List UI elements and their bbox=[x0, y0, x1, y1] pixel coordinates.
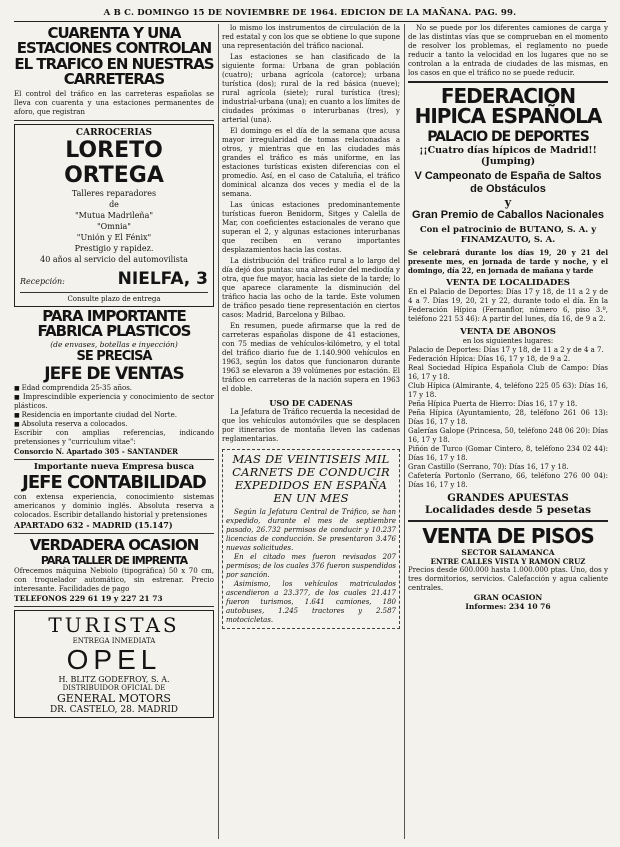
hipica-patrocinio: Con el patrocinio de BUTANO, S. A. y FINAMZAUTO, S. A. bbox=[419, 224, 597, 245]
ad-pisos bbox=[408, 520, 608, 611]
contabilidad-body: con extensa experiencia, conocimiento sistemas americanos y dominio inglés. Absoluta reserva a colocados. Escribir detallando historial y pretensiones bbox=[14, 492, 214, 519]
hipica-celebra: Se celebrará durante los días 19, 20 y 21 del presente mes, en jornada de tarde y noche, y el domingo, día 22, en jornada de mañana y tarde bbox=[408, 247, 608, 275]
column-rule-left bbox=[218, 24, 219, 839]
hipica-gran-premio: Gran Premio de Caballos Nacionales bbox=[412, 208, 604, 221]
article-p1: lo mismo los instrumentos de circulación de la red estatal y con los que se obtiene lo que supone una representación del tráfico nacional. bbox=[222, 24, 400, 50]
article-p6: En resumen, puede afirmarse que la red de carreteras españolas dispone de 41 estaciones, con 75 medias de vehículos-kilómetro, y el total del tráfico diario fue de 1.140.900 vehículos en 1963, según los datos que funcionaron durante 1963 se elevaron a 39 volúmenes por estación. El tráfico en carreteras de la nación supera en 1963 el doble. bbox=[222, 322, 400, 393]
ad-plasticos bbox=[14, 307, 214, 460]
carrocerias-line6: Prestigio y rapidez. bbox=[74, 244, 154, 254]
opel-dist: DISTRIBUIDOR OFICIAL DE bbox=[62, 683, 166, 692]
hipica-loc-text: En el Palacio de Deportes: Días 17 y 18, de 11 a 2 y de 4 a 7. Días 19, 20, 21 y 22, durante todo el día. En la Federación Hípica (Fernanflor, número 6, piso 3.º, teléfono 221 53 46): A partir del lunes, día 16, de 9 a 2. bbox=[408, 287, 608, 323]
article-title: CUARENTA Y UNA ESTACIONES CONTROLAN EL TRAFICO EN NUESTRAS CARRETERAS bbox=[14, 24, 214, 88]
hipica-title: FEDERACION HIPICA ESPAÑOLA bbox=[414, 84, 602, 129]
hipica-cuatro: ¡¡Cuatro días hípicos de Madrid!! (Jumping) bbox=[419, 144, 597, 167]
contabilidad-address: APARTADO 632 - MADRID (15.147) bbox=[14, 519, 173, 530]
carrocerias-footer: Consulte plazo de entrega bbox=[20, 292, 208, 303]
opel-title: TURISTAS bbox=[48, 612, 180, 637]
box-carnets bbox=[222, 449, 400, 629]
contabilidad-intro: Importante nueva Empresa busca bbox=[33, 461, 195, 472]
ad-hipica bbox=[408, 81, 608, 516]
carrocerias-line4: "Omnia" bbox=[97, 222, 131, 232]
carrocerias-line7: 40 años al servicio del automovilista bbox=[40, 255, 188, 265]
abono-2: Federación Hípica: Días 16, 17 y 18, de 9 a 2. bbox=[408, 354, 571, 363]
pisos-informes: Informes: 234 10 76 bbox=[465, 601, 551, 611]
pisos-entre: ENTRE CALLES VISTA Y RAMON CRUZ bbox=[430, 556, 586, 566]
article-p5: La distribución del tráfico rural a lo largo del día dejó dos puntas: una alrededor del mediodía y otra, que fue mayor, hacia las siete de la tarde; lo que aparece claramente la disminución del tráfico hacia las ocho de la tarde. Este volumen de tráfico pesado tiene representación en ciertos casos: Madrid, Barcelona y Bilbao. bbox=[222, 257, 400, 319]
article-p4: Las únicas estaciones predominantemente turísticas fueron Benidorm, Sitges y Calella de Mar, con coeficientes estacionales de verano que superan el 2, y algunas estaciones interurbanas que reciben en verano importantes desplazamientos hacia las costas. bbox=[222, 201, 400, 254]
abono-7: Galerías Galope (Princesa, 50, teléfono 248 06 20): Días 16, 17 y 18. bbox=[408, 426, 608, 444]
hipica-apuestas: GRANDES APUESTAS bbox=[447, 492, 569, 504]
carrocerias-line2: de bbox=[109, 200, 119, 210]
opel-address: DR. CASTELO, 28. MADRID bbox=[49, 704, 179, 715]
opel-sub: ENTREGA INMEDIATA bbox=[72, 636, 156, 645]
carrocerias-name: LORETO ORTEGA bbox=[64, 138, 164, 189]
carrocerias-line5: "Unión y El Fénix" bbox=[76, 233, 152, 243]
plasticos-title2: FABRICA PLASTICOS bbox=[37, 322, 191, 341]
carrocerias-heading: CARROCERIAS bbox=[75, 128, 153, 139]
plasticos-address: Consorcio N. Apartado 305 - SANTANDER bbox=[14, 446, 178, 456]
article-p7: La Jefatura de Tráfico recuerda la necesidad de que los vehículos automóviles que se desplacen por itinerarios de montaña lleven las cadenas reglamentarias. bbox=[222, 408, 400, 443]
abono-8: Piñón de Turco (Gomar Cintero, 8, teléfono 234 02 44): Días 16, 17 y 18. bbox=[408, 444, 608, 462]
hipica-ab-intro: en los siguientes lugares: bbox=[462, 336, 554, 345]
carnets-p1: Según la Jefatura Central de Tráfico, se han expedido, durante el mes de septiembre pasado, 26.732 permisos de conducir y 10.237 licencias de conducción. Se presentaron 3.476 nuevas solicitudes. bbox=[226, 508, 396, 552]
reception-label: Recepción: bbox=[20, 277, 65, 287]
article-trafico bbox=[14, 24, 214, 121]
plasticos-contact: Escribir con amplias referencias, indicando pretensiones y "curriculum vitae": bbox=[14, 428, 214, 446]
pisos-sector: SECTOR SALAMANCA bbox=[461, 547, 555, 557]
carrocerias-line3: "Mutua Madrileña" bbox=[74, 211, 154, 221]
pisos-body: Precios desde 600.000 hasta 1.000.000 ptas. Uno, dos y tres dormitorios, servicios. Calefacción y agua caliente centrales. bbox=[408, 565, 608, 592]
pisos-title: VENTA DE PISOS bbox=[422, 523, 594, 548]
hipica-venta-ab: VENTA DE ABONOS bbox=[460, 326, 556, 337]
ocasion-body: Ofrecemos máquina Nebiolo (tipográfica) 50 x 70 cm, con troquelador automático, sin estrenar. Precio interesante. Facilidades de pago bbox=[14, 566, 214, 593]
plasticos-req-4: ■ Absoluta reserva a colocados. bbox=[14, 420, 214, 429]
article-lead: El control del tráfico en las carreteras españolas se lleva con cuarenta y una estaciones permanentes de aforo, que registran bbox=[14, 90, 214, 117]
abono-10: Cafetería Portonlo (Serrano, 66, teléfono 276 00 04): Días 16, 17 y 18. bbox=[408, 471, 608, 489]
plasticos-se-precisa: SE PRECISA bbox=[76, 348, 152, 364]
hipica-y: y bbox=[504, 195, 512, 209]
pisos-oferta: GRAN OCASION bbox=[473, 592, 543, 602]
plasticos-job: JEFE DE VENTAS bbox=[44, 363, 184, 384]
carnets-p2: En el citado mes fueron revisados 207 permisos; de los cuales 376 fueron suspendidos por sanción. bbox=[226, 553, 396, 579]
ocasion-sub: PARA TALLER DE IMPRENTA bbox=[40, 553, 188, 567]
opel-firm: H. BLITZ GODEFROY, S. A. bbox=[58, 674, 170, 684]
abono-1: Palacio de Deportes: Días 17 y 18, de 11 a 2 y de 4 a 7. bbox=[408, 345, 604, 354]
article-p3: El domingo es el día de la semana que acusa mayor irregularidad de tomas relacionadas a otros, y mientras que en las ciudades más grandes el tráfico es más uniforme, en las estaciones turísticas existen diferencias con el promedio. Así, en el caso de Cataluña, el tráfico dominical alcanza dos veces y media el de la semana. bbox=[222, 127, 400, 198]
column-1 bbox=[14, 24, 214, 718]
abono-9: Gran Castillo (Serrano, 70): Días 16, 17 y 18. bbox=[408, 462, 569, 471]
ocasion-title: VERDADERA OCASION bbox=[29, 535, 199, 554]
opel-brand: OPEL bbox=[66, 643, 162, 675]
ad-opel bbox=[14, 610, 214, 718]
section-cadenas: USO DE CADENAS bbox=[269, 398, 353, 408]
abono-4: Club Hípica (Almirante, 4, teléfono 225 05 63): Días 16, 17 y 18. bbox=[408, 381, 608, 399]
column-2 bbox=[222, 24, 400, 629]
carrocerias-line1: Talleres reparadores bbox=[71, 189, 157, 199]
ad-carrocerias bbox=[14, 124, 214, 307]
ad-ocasion bbox=[14, 534, 214, 607]
abono-3: Real Sociedad Hípica Española Club de Campo: Días 16, 17 y 18. bbox=[408, 363, 608, 381]
opel-gm: GENERAL MOTORS bbox=[57, 691, 171, 705]
hipica-campeonato: V Campeonato de España de Saltos de Obstáculos bbox=[414, 169, 602, 195]
column-rule-right bbox=[404, 24, 405, 839]
article-top: No se puede por los diferentes camiones de carga y de las distintas vías que se comprueban en el momento de resolver los problemas, el reglamento no puede reducir a tanto la velocidad en los lugares que no se controlan a la entrada de ciudades de las mismas, en los casos en que el tráfico no se puede reducir. bbox=[408, 24, 608, 77]
plasticos-sub: (de envases, botellas e inyección) bbox=[50, 339, 178, 349]
abono-5: Peña Hípica Puerta de Hierro: Días 16, 17 y 18. bbox=[408, 399, 578, 408]
hipica-venta-loc: VENTA DE LOCALIDADES bbox=[446, 277, 570, 288]
contabilidad-title: JEFE CONTABILIDAD bbox=[22, 471, 206, 493]
ocasion-phones: TELEFONOS 229 61 19 y 227 21 73 bbox=[14, 593, 163, 603]
carnets-p3: Asimismo, los vehículos matriculados ascendieron a 23.377, de los cuales 21.417 fueron turismos, 1.641 camiones, 180 autobuses, 1.245 tractores y 2.587 motocicletas. bbox=[226, 580, 396, 624]
reception-value: NIELFA, 3 bbox=[117, 269, 208, 290]
plasticos-title1: PARA IMPORTANTE bbox=[42, 307, 186, 326]
page-header: A B C. DOMINGO 15 DE NOVIEMBRE DE 1964. EDICION DE LA MAÑANA. PAG. 99. bbox=[14, 8, 606, 22]
column-3 bbox=[408, 24, 608, 611]
hipica-localidades: Localidades desde 5 pesetas bbox=[424, 503, 592, 516]
hipica-palacio: PALACIO DE DEPORTES bbox=[427, 128, 589, 145]
abono-6: Peña Hípica (Ayuntamiento, 28, teléfono 261 06 13): Días 16, 17 y 18. bbox=[408, 408, 608, 426]
article-p2: Las estaciones se han clasificado de la siguiente forma: Urbana de gran población (cuatro); urbana agrícola (catorce); urbana turística (dos); rural de la red básica (nueve); rural agrícola (siete); rural turística (tres); industrial-urbana (una); en cuanto a los límites de ciudades próximas o interurbanas (tres), y arterial (una). bbox=[222, 53, 400, 124]
plasticos-req-1: ■ Edad comprendida 25-35 años. bbox=[14, 384, 214, 393]
carnets-title: MAS DE VEINTISEIS MIL CARNETS DE CONDUCIR EXPEDIDOS EN ESPAÑA EN UN MES bbox=[232, 452, 390, 505]
plasticos-req-3: ■ Residencia en importante ciudad del Norte. bbox=[14, 411, 214, 420]
ad-contabilidad bbox=[14, 460, 214, 534]
plasticos-req-2: ■ Imprescindible experiencia y conocimiento de sector plásticos. bbox=[14, 393, 214, 411]
